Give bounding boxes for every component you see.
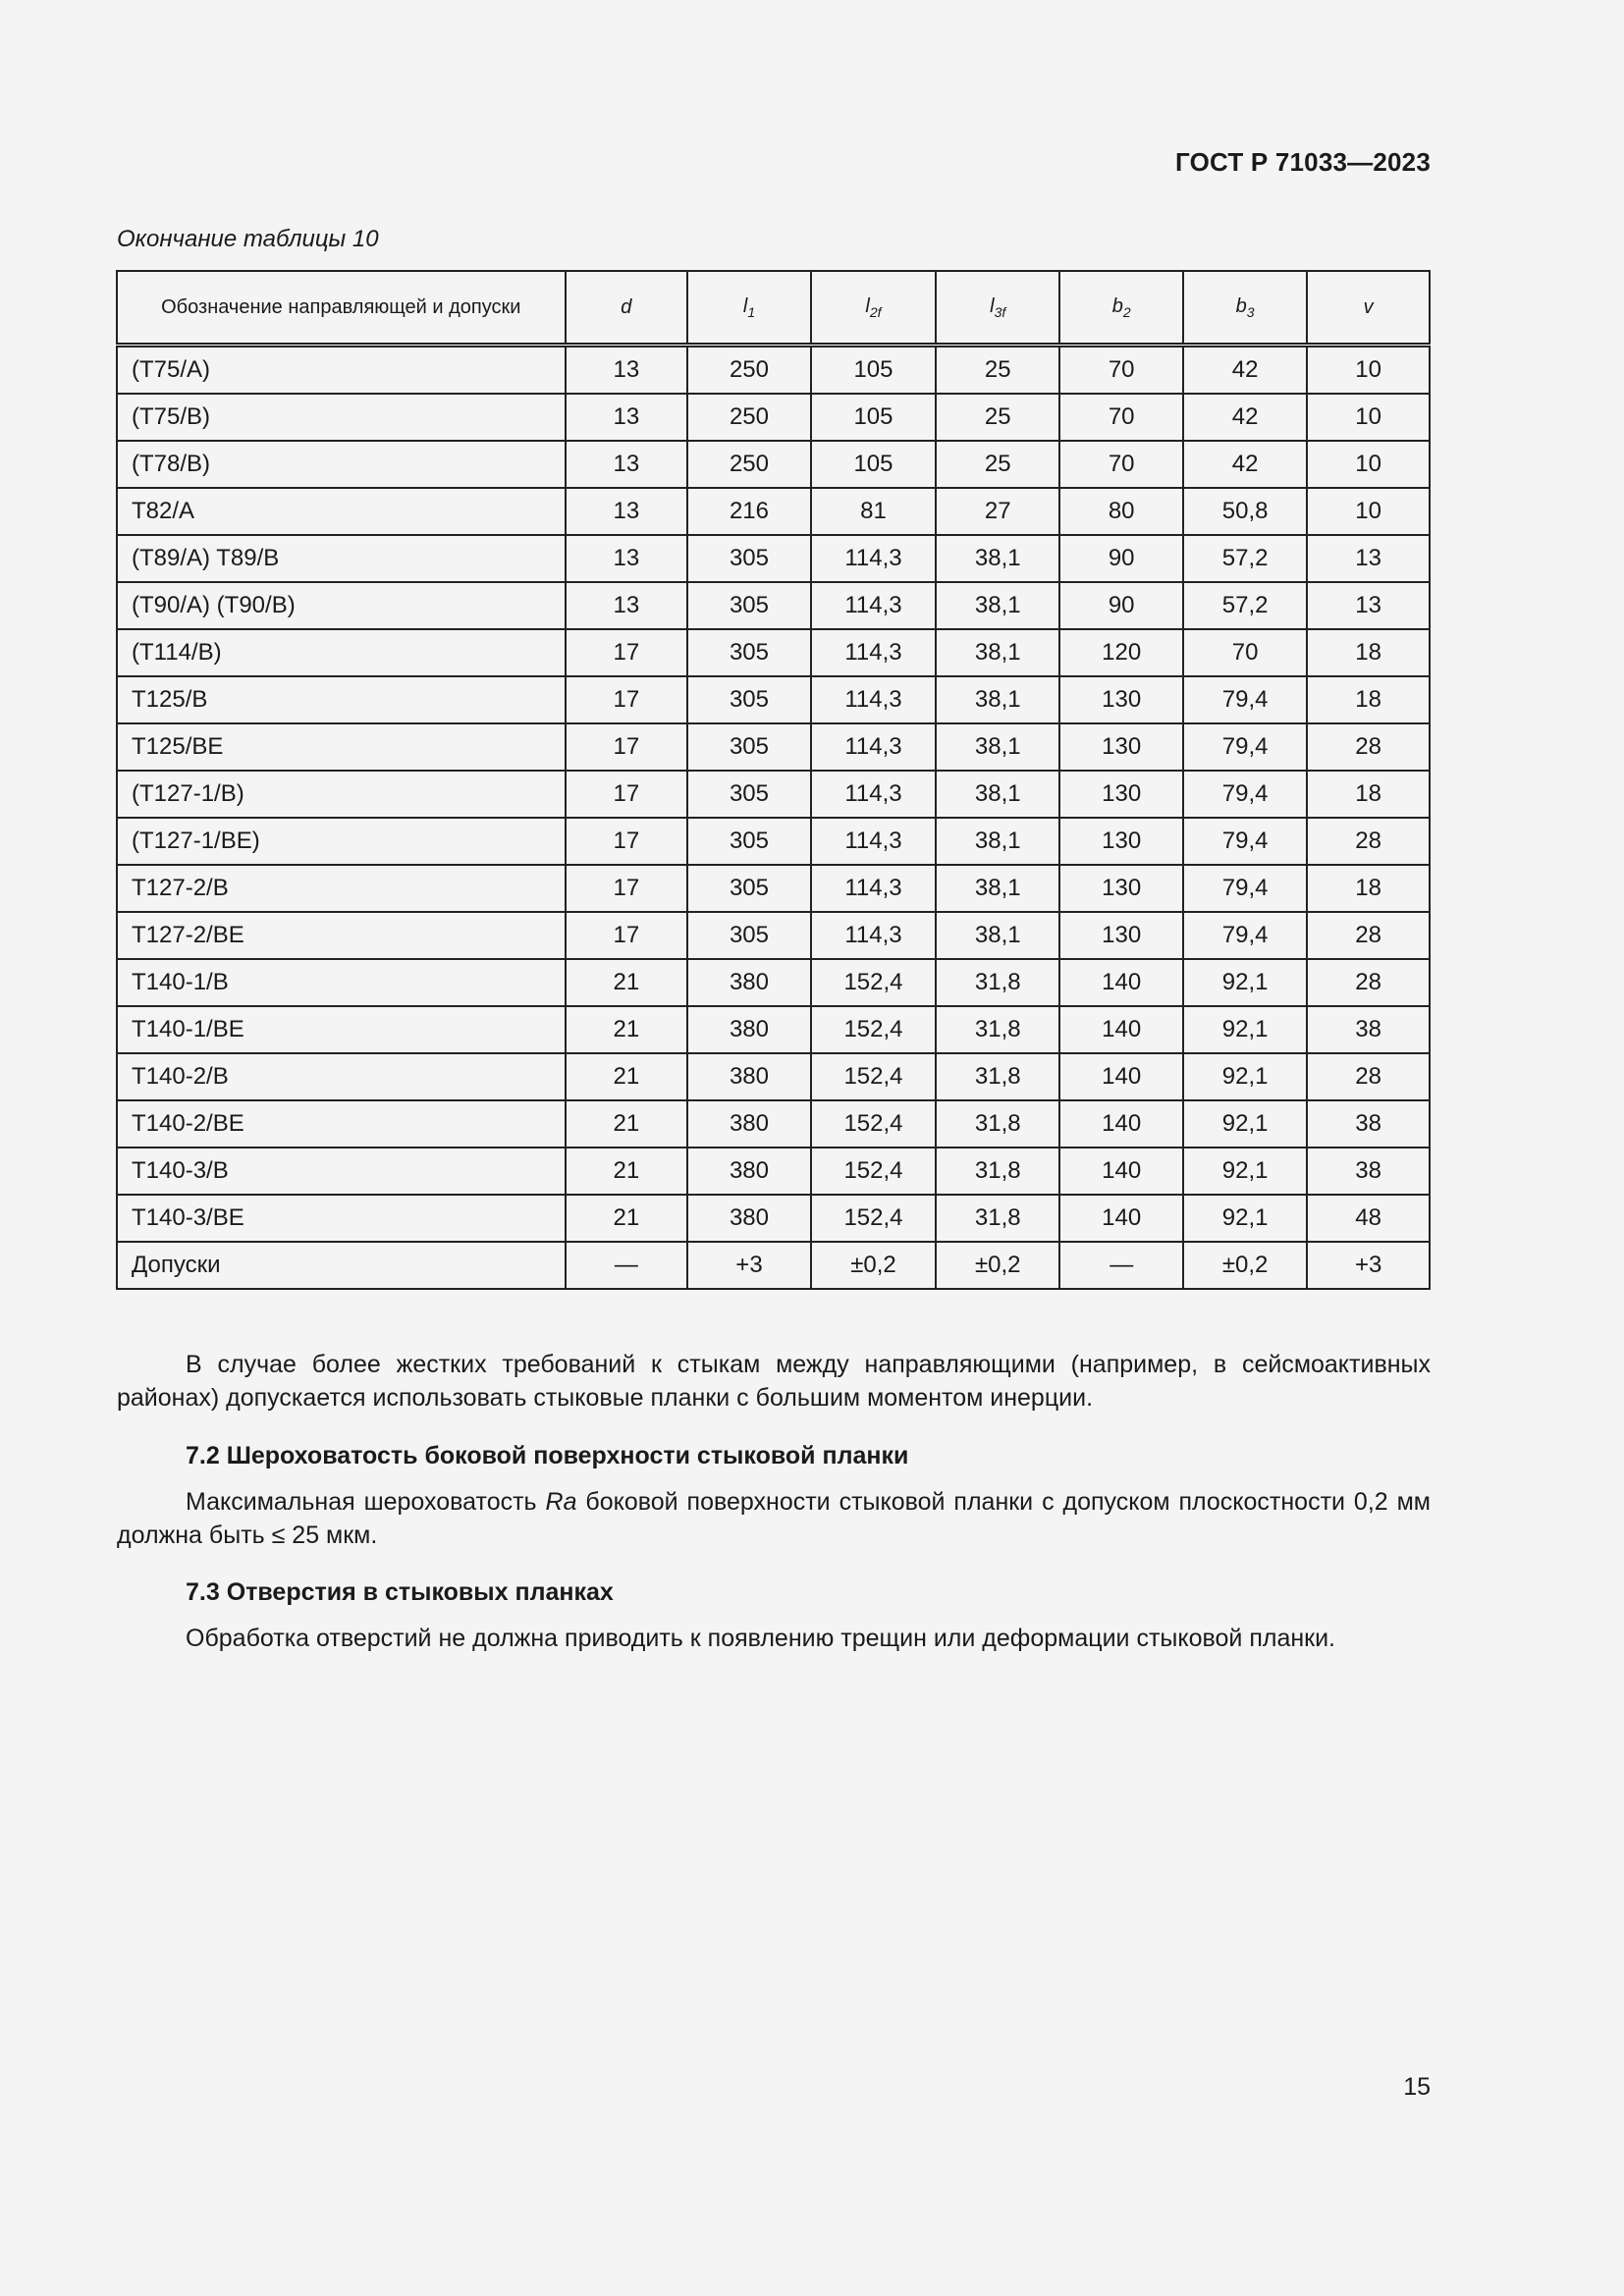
- column-header: [1059, 271, 1183, 346]
- table-cell: 120: [1059, 629, 1183, 676]
- data-table: [116, 270, 1431, 1290]
- table-row: [117, 441, 1430, 488]
- table-cell: 28: [1307, 723, 1430, 771]
- table-row: [117, 1195, 1430, 1242]
- table-cell: 21: [566, 1195, 688, 1242]
- table-cell: 28: [1307, 912, 1430, 959]
- table-row: [117, 582, 1430, 629]
- table-cell: 13: [1307, 582, 1430, 629]
- table-cell: 305: [687, 771, 811, 818]
- column-header-label: v: [1363, 295, 1374, 318]
- table-cell: 305: [687, 676, 811, 723]
- table-cell-designation: T127-2/BE: [117, 912, 566, 959]
- table-cell: 152,4: [811, 959, 936, 1006]
- table-cell: 18: [1307, 676, 1430, 723]
- column-header-label: l: [865, 294, 870, 317]
- column-header-label: l: [742, 294, 748, 317]
- table-cell: 13: [566, 346, 688, 395]
- table-cell-designation: (T127-1/BE): [117, 818, 566, 865]
- table-cell-designation: (T75/B): [117, 394, 566, 441]
- table-cell-designation: (T89/A) T89/B: [117, 535, 566, 582]
- table-cell: 140: [1059, 1148, 1183, 1195]
- table-cell: 10: [1307, 441, 1430, 488]
- table-cell: 380: [687, 1148, 811, 1195]
- table-cell: 305: [687, 865, 811, 912]
- table-cell: 130: [1059, 912, 1183, 959]
- table-cell: 130: [1059, 818, 1183, 865]
- table-cell: 38,1: [936, 912, 1059, 959]
- table-cell-designation: T140-1/BE: [117, 1006, 566, 1053]
- table-cell: 21: [566, 959, 688, 1006]
- table-cell: 13: [566, 582, 688, 629]
- column-header: [566, 271, 688, 346]
- table-cell: 79,4: [1183, 818, 1307, 865]
- table-cell: 31,8: [936, 1195, 1059, 1242]
- table-cell: 152,4: [811, 1006, 936, 1053]
- table-row: [117, 959, 1430, 1006]
- paragraph-holes: Обработка отверстий не должна приводить к появлению трещин или деформации стыковой планки.: [186, 1625, 1335, 1652]
- table-cell: 21: [566, 1053, 688, 1100]
- document-header: ГОСТ Р 71033—2023: [1175, 147, 1431, 177]
- table-caption: Окончание таблицы 10: [117, 226, 379, 252]
- table-cell: 90: [1059, 535, 1183, 582]
- table-cell-designation: T140-2/B: [117, 1053, 566, 1100]
- table-cell-designation: T140-3/B: [117, 1148, 566, 1195]
- table-cell: 140: [1059, 1006, 1183, 1053]
- table-cell: ±0,2: [936, 1242, 1059, 1289]
- table-cell: 18: [1307, 865, 1430, 912]
- table-cell: 81: [811, 488, 936, 535]
- heading-7-2: 7.2 Шероховатость боковой поверхности стыковой планки: [186, 1442, 909, 1469]
- table-cell: 92,1: [1183, 959, 1307, 1006]
- table-cell: 21: [566, 1148, 688, 1195]
- table-cell: 38,1: [936, 535, 1059, 582]
- table-row: [117, 723, 1430, 771]
- column-header: [687, 271, 811, 346]
- table-cell: 92,1: [1183, 1195, 1307, 1242]
- table-cell: 305: [687, 629, 811, 676]
- table-cell: 305: [687, 912, 811, 959]
- table-cell: 17: [566, 865, 688, 912]
- column-header-subscript: 3f: [994, 303, 1006, 320]
- table-cell: 70: [1059, 394, 1183, 441]
- roughness-text-end: боковой поверхности стыковой планки с допуском плоскостности 0,2 мм должна быть ≤ 25 мкм.: [117, 1488, 1431, 1549]
- table-cell-designation: T127-2/B: [117, 865, 566, 912]
- column-header: [1183, 271, 1307, 346]
- table-cell: 13: [566, 441, 688, 488]
- table-cell-designation: T140-2/BE: [117, 1100, 566, 1148]
- table-cell: 80: [1059, 488, 1183, 535]
- table-cell: 114,3: [811, 582, 936, 629]
- table-cell: 17: [566, 818, 688, 865]
- table-cell: 17: [566, 771, 688, 818]
- table-cell: 18: [1307, 771, 1430, 818]
- table-cell: 79,4: [1183, 723, 1307, 771]
- table-cell: 13: [1307, 535, 1430, 582]
- table-cell: 140: [1059, 1053, 1183, 1100]
- table-cell-designation: (T78/B): [117, 441, 566, 488]
- table-cell: 90: [1059, 582, 1183, 629]
- table-cell: 13: [566, 488, 688, 535]
- table-cell: 17: [566, 723, 688, 771]
- table-cell: 31,8: [936, 959, 1059, 1006]
- column-header-label: d: [621, 295, 632, 318]
- table-row: [117, 771, 1430, 818]
- table-row: [117, 535, 1430, 582]
- table-cell: 42: [1183, 346, 1307, 395]
- table-cell: 105: [811, 394, 936, 441]
- table-cell: 305: [687, 818, 811, 865]
- table-cell: 380: [687, 1100, 811, 1148]
- table-row: [117, 346, 1430, 395]
- table-row: [117, 394, 1430, 441]
- table-cell-designation: T82/A: [117, 488, 566, 535]
- table-cell: 130: [1059, 865, 1183, 912]
- table-cell: 38,1: [936, 818, 1059, 865]
- table-cell: 31,8: [936, 1148, 1059, 1195]
- table-cell: 31,8: [936, 1100, 1059, 1148]
- table-cell: 70: [1183, 629, 1307, 676]
- table-cell: 38: [1307, 1006, 1430, 1053]
- table-cell: 105: [811, 441, 936, 488]
- table-cell: 114,3: [811, 865, 936, 912]
- table-cell-designation: T140-3/BE: [117, 1195, 566, 1242]
- table-row: [117, 488, 1430, 535]
- table-row: [117, 1053, 1430, 1100]
- column-header-subscript: 1: [747, 303, 756, 320]
- table-cell: 380: [687, 959, 811, 1006]
- table-cell: 152,4: [811, 1195, 936, 1242]
- table-cell: 140: [1059, 1100, 1183, 1148]
- table-cell: 38,1: [936, 676, 1059, 723]
- table-cell: 140: [1059, 1195, 1183, 1242]
- table-cell: 105: [811, 346, 936, 395]
- table-cell: 114,3: [811, 629, 936, 676]
- column-header-label: b: [1235, 294, 1247, 317]
- table-cell: 48: [1307, 1195, 1430, 1242]
- table-cell: 13: [566, 535, 688, 582]
- column-header-label: b: [1111, 294, 1123, 317]
- table-cell: 380: [687, 1006, 811, 1053]
- table-cell: 25: [936, 394, 1059, 441]
- table-cell: ±0,2: [1183, 1242, 1307, 1289]
- table-cell: —: [566, 1242, 688, 1289]
- roughness-symbol: Ra: [545, 1488, 577, 1516]
- table-cell: 130: [1059, 723, 1183, 771]
- table-cell: 42: [1183, 441, 1307, 488]
- table-row: [117, 912, 1430, 959]
- table-cell: 25: [936, 441, 1059, 488]
- table-cell: 38,1: [936, 723, 1059, 771]
- table-cell: 10: [1307, 394, 1430, 441]
- table-cell: 17: [566, 676, 688, 723]
- page-number: 15: [1403, 2073, 1431, 2101]
- table-cell: 250: [687, 346, 811, 395]
- table-cell: 13: [566, 394, 688, 441]
- table-cell: 152,4: [811, 1100, 936, 1148]
- table-cell-designation: (T90/A) (T90/B): [117, 582, 566, 629]
- table-cell: 79,4: [1183, 676, 1307, 723]
- table-cell: 114,3: [811, 723, 936, 771]
- table-cell: 28: [1307, 1053, 1430, 1100]
- column-header-label: l: [990, 294, 995, 317]
- table-cell: 17: [566, 629, 688, 676]
- table-cell: 38,1: [936, 629, 1059, 676]
- table-row: [117, 818, 1430, 865]
- table-row: [117, 1148, 1430, 1195]
- table-cell: 305: [687, 582, 811, 629]
- table-cell: 31,8: [936, 1053, 1059, 1100]
- table-row: [117, 1006, 1430, 1053]
- table-cell: 57,2: [1183, 535, 1307, 582]
- table-cell-designation: (T127-1/B): [117, 771, 566, 818]
- table-cell: 38,1: [936, 771, 1059, 818]
- table-cell: ±0,2: [811, 1242, 936, 1289]
- table-row: [117, 629, 1430, 676]
- table-cell: 38: [1307, 1100, 1430, 1148]
- table-cell: 380: [687, 1053, 811, 1100]
- table-cell: 18: [1307, 629, 1430, 676]
- table-cell: 92,1: [1183, 1100, 1307, 1148]
- table-cell: 21: [566, 1006, 688, 1053]
- table-cell: 17: [566, 912, 688, 959]
- column-header-subscript: 3: [1246, 303, 1255, 320]
- table-cell: 70: [1059, 441, 1183, 488]
- table-cell: +3: [1307, 1242, 1430, 1289]
- table-cell: 38,1: [936, 582, 1059, 629]
- table-cell: +3: [687, 1242, 811, 1289]
- table-cell: 42: [1183, 394, 1307, 441]
- table-cell-designation: (T114/B): [117, 629, 566, 676]
- heading-7-3: 7.3 Отверстия в стыковых планках: [186, 1578, 614, 1606]
- table-cell: 380: [687, 1195, 811, 1242]
- column-header-designation: [117, 271, 566, 346]
- table-cell: 92,1: [1183, 1053, 1307, 1100]
- table-cell: 140: [1059, 959, 1183, 1006]
- roughness-text-start: Максимальная шероховатость: [186, 1488, 546, 1516]
- table-cell: 10: [1307, 488, 1430, 535]
- paragraph-seismic: В случае более жестких требований к стыкам между направляющими (например, в сейсмоактивных районах) допускается использовать стыковые планки с большим моментом инерции.: [117, 1351, 1431, 1412]
- table-cell: 25: [936, 346, 1059, 395]
- table-cell-designation: T125/BE: [117, 723, 566, 771]
- table-row: [117, 1242, 1430, 1289]
- table-cell: 70: [1059, 346, 1183, 395]
- table-cell: 92,1: [1183, 1006, 1307, 1053]
- table-row: [117, 865, 1430, 912]
- table-cell: 28: [1307, 818, 1430, 865]
- column-header-label: Обозначение направляющей и допуски: [161, 296, 521, 318]
- table-cell-designation: T140-1/B: [117, 959, 566, 1006]
- table-cell: 152,4: [811, 1148, 936, 1195]
- table-cell: 305: [687, 723, 811, 771]
- table-cell: 130: [1059, 676, 1183, 723]
- table-cell: 50,8: [1183, 488, 1307, 535]
- column-header: [1307, 271, 1430, 346]
- table-cell: 250: [687, 441, 811, 488]
- table-cell: 216: [687, 488, 811, 535]
- column-header: [936, 271, 1059, 346]
- table-cell: 114,3: [811, 771, 936, 818]
- table-cell: 92,1: [1183, 1148, 1307, 1195]
- table-cell: 38: [1307, 1148, 1430, 1195]
- table-cell: 79,4: [1183, 771, 1307, 818]
- column-header-subscript: 2f: [869, 303, 882, 320]
- column-header: [811, 271, 936, 346]
- table-cell-designation: Допуски: [117, 1242, 566, 1289]
- table-cell: 114,3: [811, 676, 936, 723]
- table-cell: 31,8: [936, 1006, 1059, 1053]
- table-cell: 38,1: [936, 865, 1059, 912]
- table-cell: 27: [936, 488, 1059, 535]
- table-cell-designation: T125/B: [117, 676, 566, 723]
- table-cell: 130: [1059, 771, 1183, 818]
- table-cell: —: [1059, 1242, 1183, 1289]
- table-cell-designation: (T75/A): [117, 346, 566, 395]
- table-header-row: [117, 271, 1430, 346]
- table-cell: 57,2: [1183, 582, 1307, 629]
- table-row: [117, 1100, 1430, 1148]
- table-cell: 114,3: [811, 535, 936, 582]
- table-cell: 250: [687, 394, 811, 441]
- column-header-subscript: 2: [1122, 303, 1131, 320]
- table-cell: 152,4: [811, 1053, 936, 1100]
- table-cell: 28: [1307, 959, 1430, 1006]
- table-cell: 21: [566, 1100, 688, 1148]
- table-cell: 79,4: [1183, 865, 1307, 912]
- table-cell: 10: [1307, 346, 1430, 395]
- table-cell: 79,4: [1183, 912, 1307, 959]
- paragraph-roughness: [117, 1485, 1431, 1552]
- table-cell: 114,3: [811, 818, 936, 865]
- table-cell: 114,3: [811, 912, 936, 959]
- table-row: [117, 676, 1430, 723]
- table-cell: 305: [687, 535, 811, 582]
